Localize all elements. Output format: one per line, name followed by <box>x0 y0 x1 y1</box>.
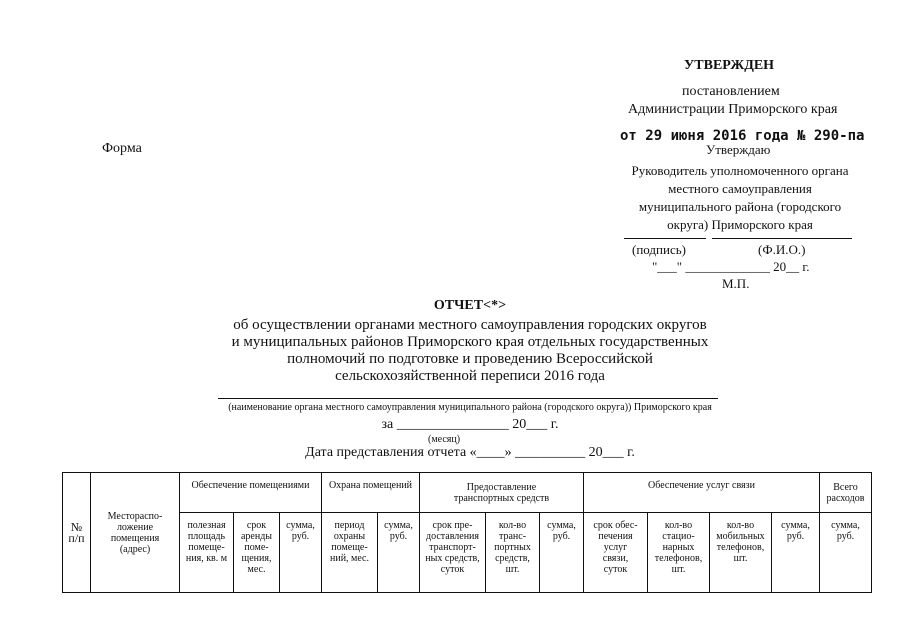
group-total-header: Всего расходов <box>820 473 872 513</box>
org-name-caption: (наименование органа местного самоуправления муниципального района (городского округа)) Приморского края <box>228 402 712 413</box>
subtitle-line: и муниципальных районов Приморского края отдельных государственных <box>231 334 709 350</box>
resolution-label: постановлением <box>682 84 780 99</box>
form-label: Форма <box>102 141 142 156</box>
signature-line <box>624 238 706 239</box>
premises-rent-term-header: срок аренды поме- щения, мес. <box>234 513 280 593</box>
fio-line <box>712 238 852 239</box>
security-period-header: период охраны помеще- ний, мес. <box>322 513 378 593</box>
head-block <box>600 162 880 234</box>
communication-mobile-header: кол-во мобильных телефонов, шт. <box>710 513 772 593</box>
transport-sum-header: сумма, руб. <box>540 513 584 593</box>
group-communication-header: Обеспечение услуг связи <box>584 473 820 513</box>
head-line: округа) Приморского края <box>667 217 813 232</box>
report-subtitle <box>170 317 770 385</box>
communication-term-header: срок обес- печения услуг связи, суток <box>584 513 648 593</box>
total-sum-header: сумма, руб. <box>820 513 872 593</box>
report-title: ОТЧЕТ<*> <box>433 298 507 313</box>
subtitle-line: сельскохозяйственной переписи 2016 года <box>335 368 605 384</box>
group-premises-header: Обеспечение помещениями <box>180 473 322 513</box>
head-line: местного самоуправления <box>668 181 812 196</box>
col-location-header: Местораспо- ложение помещения (адрес) <box>91 473 180 593</box>
fio-caption: (Ф.И.О.) <box>758 242 806 257</box>
premises-area-header: полезная площадь помеще- ния, кв. м <box>180 513 234 593</box>
approval-date-line: "___" _____________ 20__ г. <box>652 259 810 274</box>
approved-heading: УТВЕРЖДЕН <box>684 58 775 73</box>
i-approve-label: Утверждаю <box>706 142 771 157</box>
communication-landline-header: кол-во стацио- нарных телефонов, шт. <box>648 513 710 593</box>
head-line: муниципального района (городского <box>638 199 842 214</box>
security-sum-header: сумма, руб. <box>378 513 420 593</box>
group-transport-header: Предоставление транспортных средств <box>420 473 584 513</box>
org-name-line <box>218 398 718 399</box>
administration-label: Администрации Приморского края <box>628 102 838 117</box>
group-security-header: Охрана помещений <box>322 473 420 513</box>
submission-date: Дата представления отчета «____» __________ 20___ г. <box>305 445 635 460</box>
subtitle-line: полномочий по подготовке и проведению Всероссийской <box>287 351 653 367</box>
transport-term-header: срок пре- доставления транспорт- ных средств, суток <box>420 513 486 593</box>
signature-caption: (подпись) <box>632 242 686 257</box>
stamp-label: М.П. <box>722 276 750 291</box>
decree-label: от 29 июня 2016 года № 290-па <box>620 128 865 144</box>
month-caption: (месяц) <box>428 434 461 445</box>
transport-count-header: кол-во транс- портных средств, шт. <box>486 513 540 593</box>
period-line: за ________________ 20___ г. <box>381 417 559 432</box>
col-number-header: № п/п <box>63 473 91 593</box>
subtitle-line: об осуществлении органами местного самоуправления городских округов <box>233 317 707 333</box>
premises-sum-header: сумма, руб. <box>280 513 322 593</box>
communication-sum-header: сумма, руб. <box>772 513 820 593</box>
report-table <box>62 472 872 593</box>
head-line: Руководитель уполномоченного органа <box>631 163 849 178</box>
